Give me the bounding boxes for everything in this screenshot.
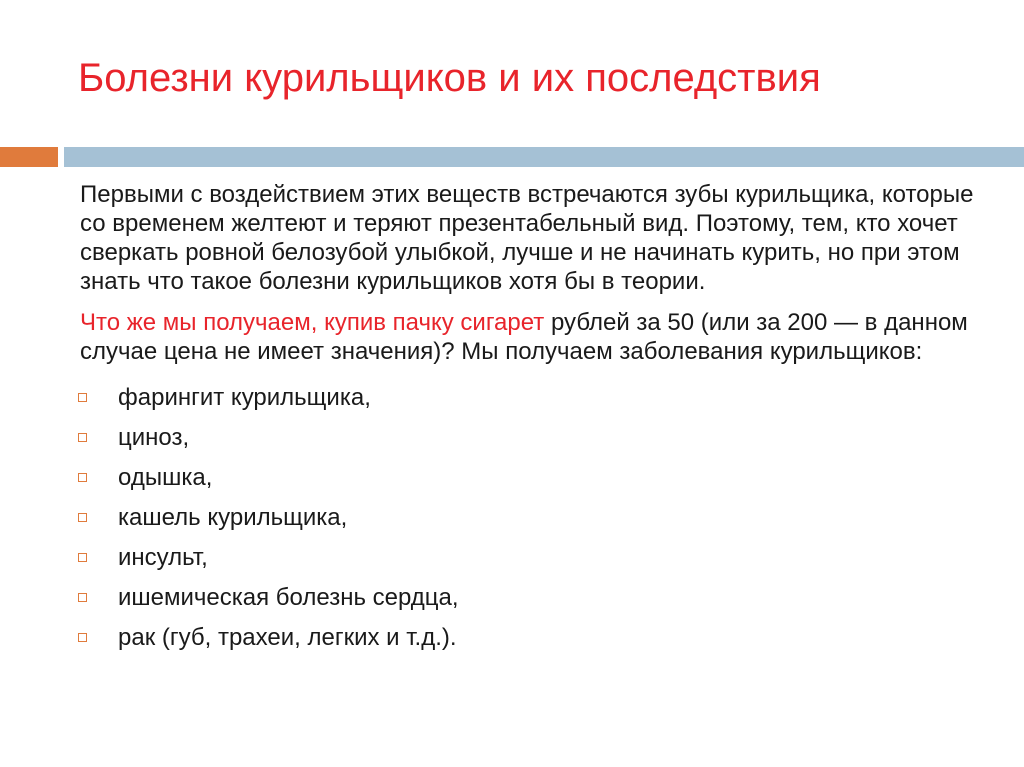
- list-item-text: циноз,: [118, 424, 190, 451]
- list-item: [80, 618, 980, 658]
- hollow-square-bullet-icon: [78, 553, 87, 562]
- divider-bar: [64, 147, 1024, 167]
- disease-list: [80, 378, 980, 658]
- hollow-square-bullet-icon: [78, 593, 87, 602]
- list-item-text: инсульт,: [118, 544, 208, 571]
- list-item: [80, 458, 980, 498]
- hollow-square-bullet-icon: [78, 633, 87, 642]
- list-item-text: кашель курильщика,: [118, 504, 348, 531]
- hollow-square-bullet-icon: [78, 433, 87, 442]
- list-item: [80, 378, 980, 418]
- list-item: [80, 578, 980, 618]
- list-item-text: фарингит курильщика,: [118, 384, 371, 411]
- hollow-square-bullet-icon: [78, 393, 87, 402]
- list-item: [80, 418, 980, 458]
- divider-accent-block: [0, 147, 58, 167]
- question-continuation: рублей за 50 (или за 200 — в данном случае цена не имеет значения)? Мы получаем заболевания курильщиков:: [80, 309, 968, 365]
- hollow-square-bullet-icon: [78, 473, 87, 482]
- hollow-square-bullet-icon: [78, 513, 87, 522]
- paragraph-question: [80, 308, 980, 366]
- list-item: [80, 538, 980, 578]
- list-item-text: рак (губ, трахеи, легких и т.д.).: [118, 624, 457, 651]
- list-item-text: одышка,: [118, 464, 213, 491]
- paragraph-intro: Первыми с воздействием этих веществ встречаются зубы курильщика, которые со временем желтеют и теряют презентабельный вид. Поэтому, тем, кто хочет сверкать ровной белозубой улыбкой, лучше и не начинать курить, но при этом знать что такое болезни курильщиков хотя бы в теории.: [80, 181, 974, 295]
- slide-body: [80, 180, 980, 658]
- slide-title: Болезни курильщиков и их последствия: [78, 56, 821, 100]
- list-item: [80, 498, 980, 538]
- list-item-text: ишемическая болезнь сердца,: [118, 584, 459, 611]
- highlighted-question: Что же мы получаем, купив пачку сигарет: [80, 309, 545, 336]
